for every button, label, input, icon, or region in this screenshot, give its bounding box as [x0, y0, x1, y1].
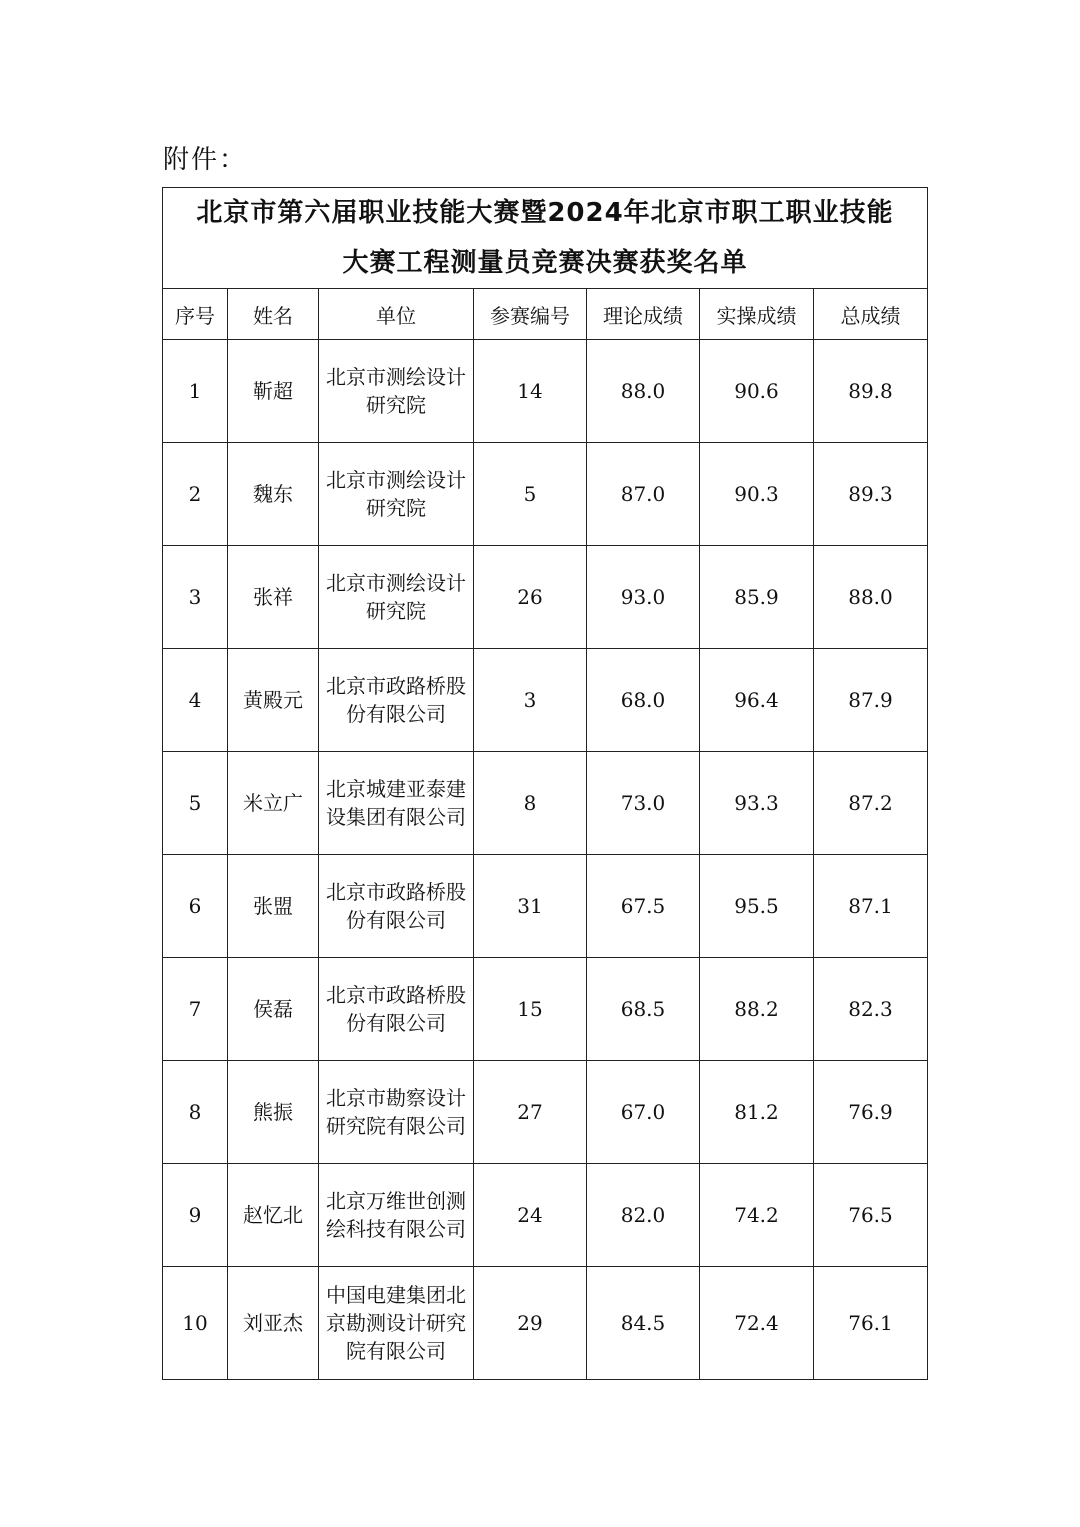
cell-total: 87.9 [814, 649, 928, 752]
cell-practical: 90.6 [700, 340, 814, 443]
cell-theory: 67.5 [587, 855, 700, 958]
cell-entry: 15 [474, 958, 587, 1061]
cell-practical: 93.3 [700, 752, 814, 855]
cell-unit: 北京城建亚泰建设集团有限公司 [319, 752, 474, 855]
cell-no: 4 [163, 649, 228, 752]
cell-no: 10 [163, 1267, 228, 1380]
cell-total: 89.3 [814, 443, 928, 546]
cell-theory: 68.0 [587, 649, 700, 752]
cell-entry: 24 [474, 1164, 587, 1267]
cell-theory: 82.0 [587, 1164, 700, 1267]
cell-entry: 8 [474, 752, 587, 855]
cell-no: 6 [163, 855, 228, 958]
cell-unit: 北京万维世创测绘科技有限公司 [319, 1164, 474, 1267]
table-row [163, 1061, 928, 1164]
cell-name: 张祥 [228, 546, 319, 649]
cell-no: 9 [163, 1164, 228, 1267]
header-total: 总成绩 [814, 289, 928, 340]
table-title [163, 188, 928, 289]
cell-practical: 90.3 [700, 443, 814, 546]
cell-entry: 31 [474, 855, 587, 958]
cell-unit: 北京市政路桥股份有限公司 [319, 855, 474, 958]
table-row [163, 1267, 928, 1380]
cell-practical: 81.2 [700, 1061, 814, 1164]
header-name: 姓名 [228, 289, 319, 340]
cell-theory: 84.5 [587, 1267, 700, 1380]
cell-name: 魏东 [228, 443, 319, 546]
header-practical: 实操成绩 [700, 289, 814, 340]
cell-name: 张盟 [228, 855, 319, 958]
award-table [162, 187, 928, 1380]
cell-theory: 73.0 [587, 752, 700, 855]
table-title-line2: 大赛工程测量员竞赛决赛获奖名单 [342, 248, 748, 278]
header-unit: 单位 [319, 289, 474, 340]
table-title-line1: 北京市第六届职业技能大赛暨2024年北京市职工职业技能 [196, 198, 894, 228]
cell-total: 76.5 [814, 1164, 928, 1267]
cell-practical: 95.5 [700, 855, 814, 958]
cell-total: 76.1 [814, 1267, 928, 1380]
cell-theory: 93.0 [587, 546, 700, 649]
cell-theory: 88.0 [587, 340, 700, 443]
cell-no: 2 [163, 443, 228, 546]
table-row [163, 546, 928, 649]
table-row [163, 752, 928, 855]
cell-entry: 5 [474, 443, 587, 546]
cell-total: 88.0 [814, 546, 928, 649]
cell-name: 赵忆北 [228, 1164, 319, 1267]
header-theory: 理论成绩 [587, 289, 700, 340]
cell-name: 刘亚杰 [228, 1267, 319, 1380]
cell-total: 82.3 [814, 958, 928, 1061]
header-no: 序号 [163, 289, 228, 340]
cell-no: 5 [163, 752, 228, 855]
cell-unit: 北京市勘察设计研究院有限公司 [319, 1061, 474, 1164]
table-row [163, 649, 928, 752]
attachment-label: 附件： [163, 145, 248, 175]
cell-theory: 87.0 [587, 443, 700, 546]
table-row [163, 958, 928, 1061]
cell-entry: 26 [474, 546, 587, 649]
cell-practical: 88.2 [700, 958, 814, 1061]
cell-unit: 中国电建集团北京勘测设计研究院有限公司 [319, 1267, 474, 1380]
cell-unit: 北京市政路桥股份有限公司 [319, 649, 474, 752]
cell-total: 89.8 [814, 340, 928, 443]
table-row [163, 855, 928, 958]
header-row [163, 289, 928, 340]
cell-name: 黄殿元 [228, 649, 319, 752]
cell-unit: 北京市测绘设计研究院 [319, 443, 474, 546]
cell-entry: 27 [474, 1061, 587, 1164]
header-entry: 参赛编号 [474, 289, 587, 340]
cell-name: 熊振 [228, 1061, 319, 1164]
cell-total: 87.2 [814, 752, 928, 855]
cell-unit: 北京市政路桥股份有限公司 [319, 958, 474, 1061]
cell-unit: 北京市测绘设计研究院 [319, 546, 474, 649]
cell-total: 87.1 [814, 855, 928, 958]
table-row [163, 340, 928, 443]
cell-theory: 68.5 [587, 958, 700, 1061]
cell-no: 3 [163, 546, 228, 649]
table-row [163, 443, 928, 546]
cell-practical: 72.4 [700, 1267, 814, 1380]
cell-no: 8 [163, 1061, 228, 1164]
cell-name: 靳超 [228, 340, 319, 443]
cell-practical: 96.4 [700, 649, 814, 752]
cell-total: 76.9 [814, 1061, 928, 1164]
cell-practical: 74.2 [700, 1164, 814, 1267]
cell-unit: 北京市测绘设计研究院 [319, 340, 474, 443]
cell-practical: 85.9 [700, 546, 814, 649]
cell-entry: 14 [474, 340, 587, 443]
cell-no: 7 [163, 958, 228, 1061]
cell-entry: 29 [474, 1267, 587, 1380]
cell-name: 侯磊 [228, 958, 319, 1061]
cell-entry: 3 [474, 649, 587, 752]
cell-name: 米立广 [228, 752, 319, 855]
cell-no: 1 [163, 340, 228, 443]
table-row [163, 1164, 928, 1267]
cell-theory: 67.0 [587, 1061, 700, 1164]
